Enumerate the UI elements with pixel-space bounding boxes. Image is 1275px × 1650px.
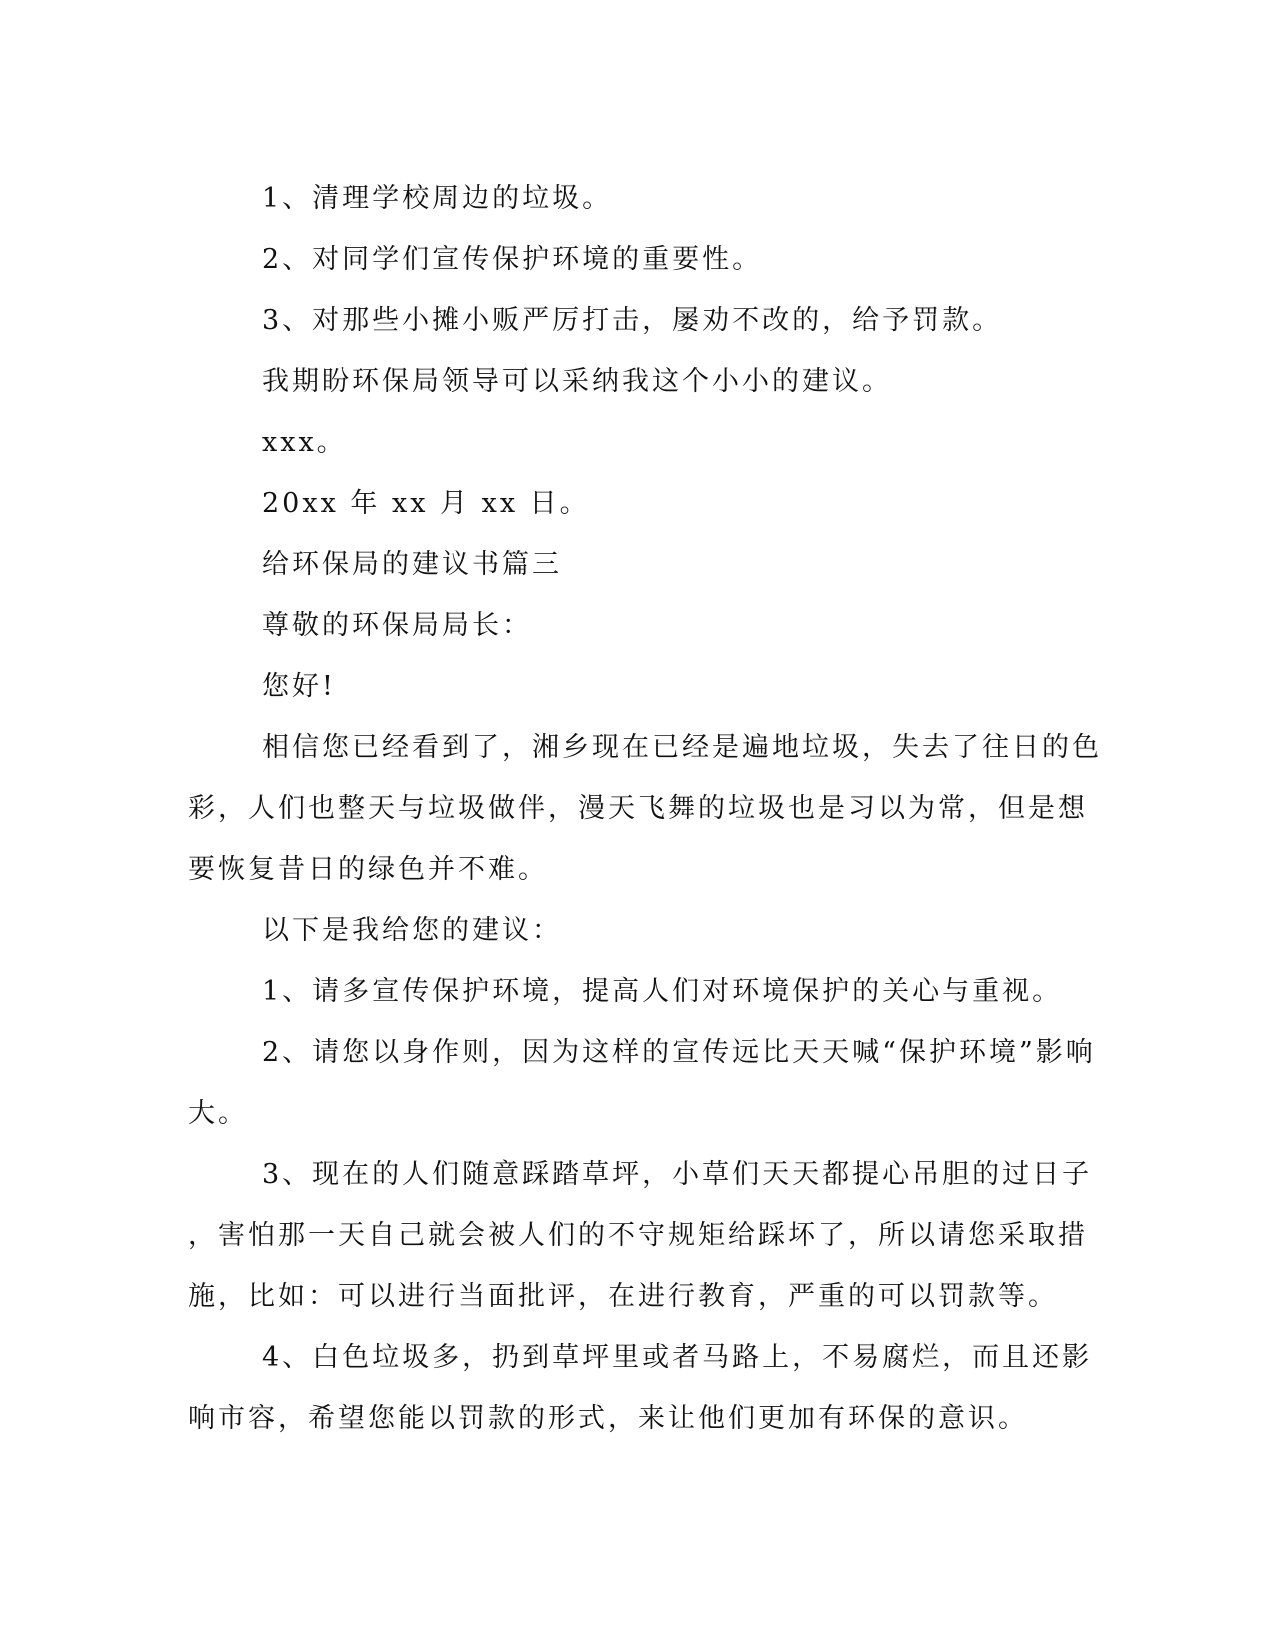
salutation: 尊敬的环保局局长：	[262, 610, 532, 641]
text-line: 要恢复昔日的绿色并不难。	[188, 854, 548, 885]
document-body	[188, 168, 1102, 1449]
text-line: 以下是我给您的建议：	[262, 915, 562, 946]
text-line: ，害怕那一天自己就会被人们的不守规矩给踩坏了，所以请您采取措	[188, 1220, 1088, 1251]
text-line: 响市容，希望您能以罚款的形式，来让他们更加有环保的意识。	[188, 1403, 1028, 1434]
text-line: 3、对那些小摊小贩严厉打击，屡劝不改的，给予罚款。	[262, 305, 1003, 336]
signature-name: xxx。	[262, 427, 347, 458]
text-line: 2、对同学们宣传保护环境的重要性。	[262, 244, 763, 275]
text-line: 彩，人们也整天与垃圾做伴，漫天飞舞的垃圾也是习以为常，但是想	[188, 793, 1088, 824]
signature-date: 20xx 年 xx 月 xx 日。	[262, 488, 590, 519]
text-line: 2、请您以身作则，因为这样的宣传远比天天喊“保护环境”影响	[262, 1037, 1096, 1068]
text-line: 4、白色垃圾多，扔到草坪里或者马路上，不易腐烂，而且还影	[262, 1342, 1093, 1373]
text-line: 施，比如：可以进行当面批评，在进行教育，严重的可以罚款等。	[188, 1281, 1058, 1312]
greeting: 您好!	[262, 671, 336, 702]
text-line: 相信您已经看到了，湘乡现在已经是遍地垃圾，失去了往日的色	[262, 732, 1102, 763]
section-title: 给环保局的建议书篇三	[262, 549, 562, 580]
text-line: 1、请多宣传保护环境，提高人们对环境保护的关心与重视。	[262, 976, 1063, 1007]
text-line: 大。	[188, 1098, 248, 1129]
text-line: 3、现在的人们随意踩踏草坪，小草们天天都提心吊胆的过日子	[262, 1159, 1093, 1190]
text-line: 我期盼环保局领导可以采纳我这个小小的建议。	[262, 366, 892, 397]
text-line: 1、清理学校周边的垃圾。	[262, 183, 613, 214]
